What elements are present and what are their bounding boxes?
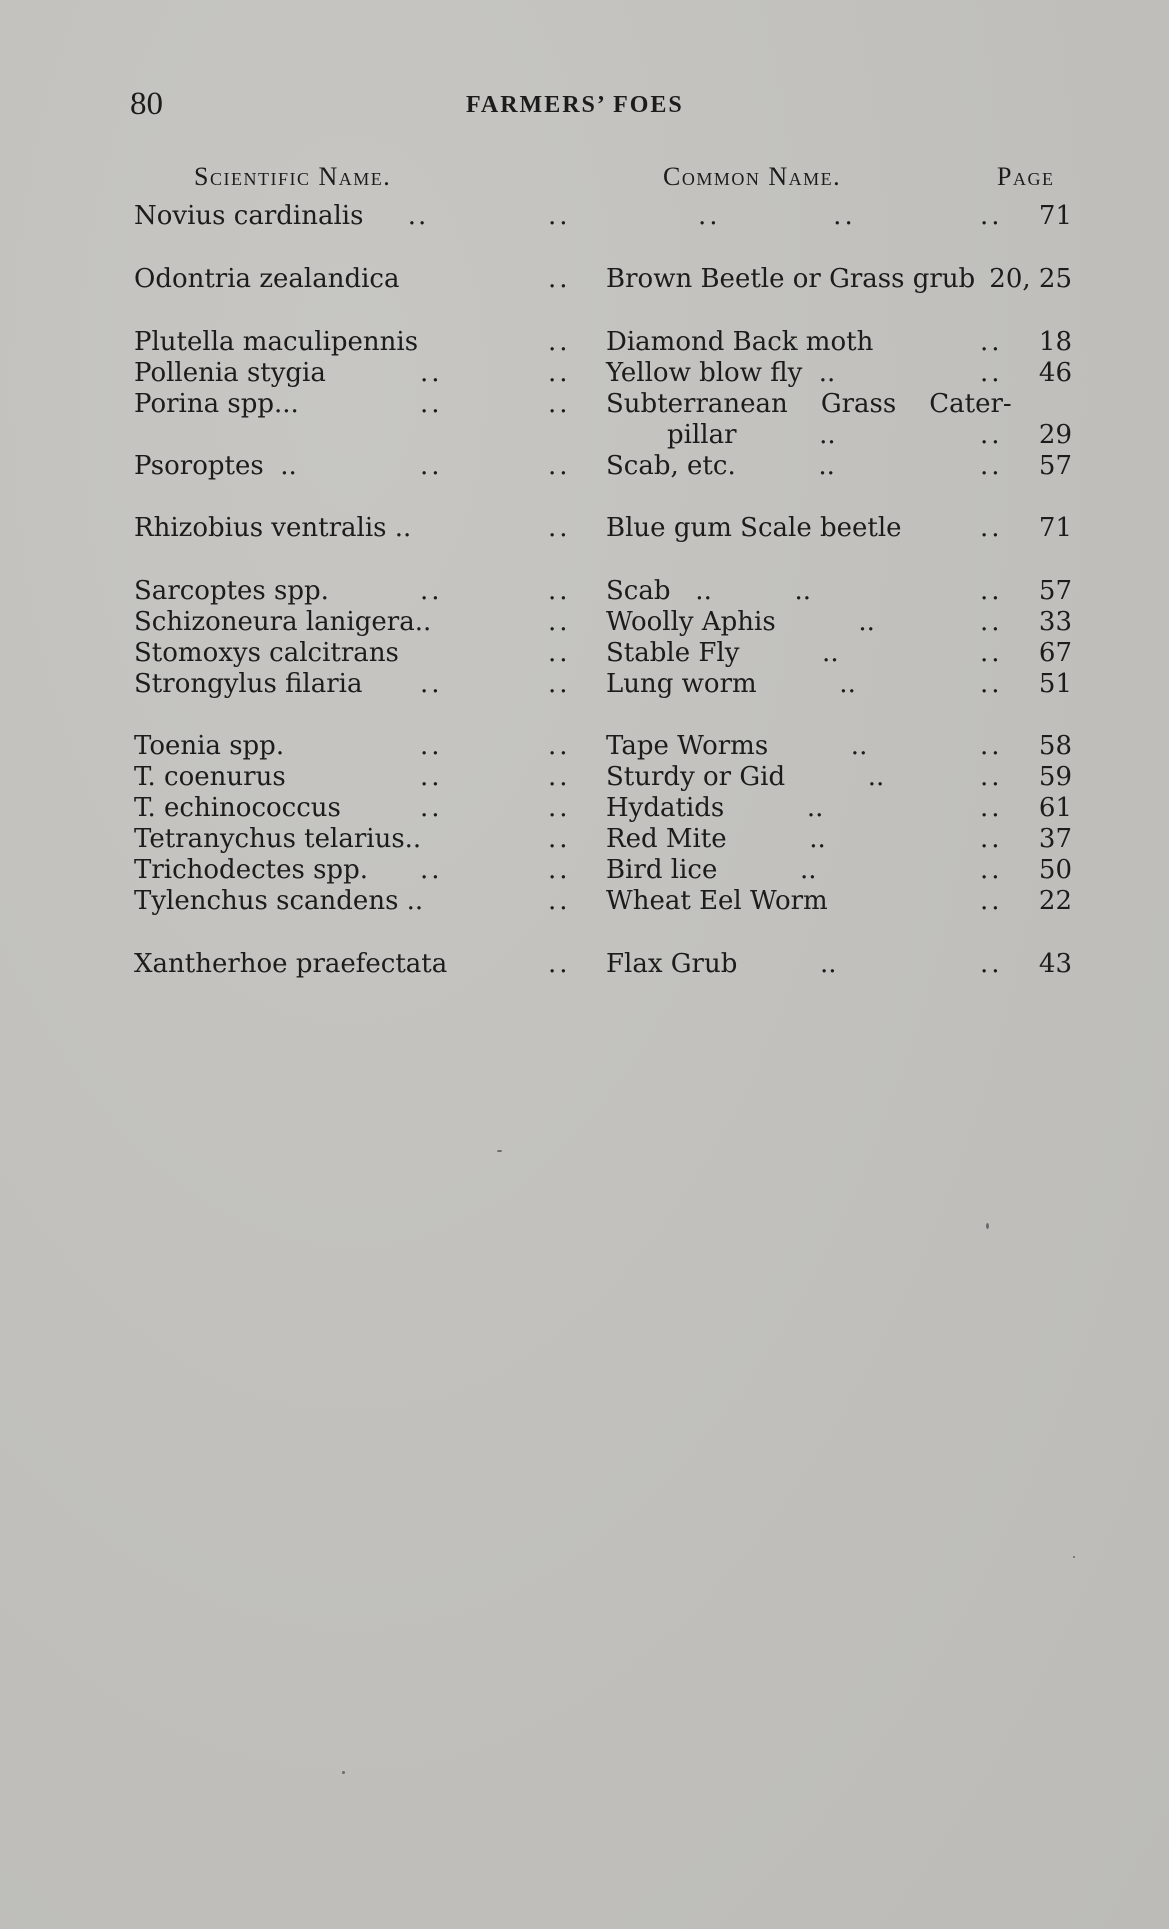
common-name: Subterranean Grass Cater- xyxy=(606,389,1012,419)
page-ref: 58 xyxy=(1038,731,1072,761)
paper-speck xyxy=(1073,1556,1075,1558)
leader-dots: .. xyxy=(980,762,1003,792)
leader-dots: .. xyxy=(980,420,1003,450)
scientific-name: T. coenurus .. xyxy=(134,762,443,792)
leader-dots: .. xyxy=(980,824,1003,854)
scientific-name: Xantherhoe praefectata xyxy=(134,949,448,979)
page-ref: 59 xyxy=(1038,762,1072,792)
page-ref: 57 xyxy=(1038,451,1072,481)
leader-dots: .. xyxy=(548,886,571,916)
scientific-name: Pollenia stygia .. xyxy=(134,358,443,388)
common-name: .. .. xyxy=(698,201,856,231)
page-ref: 71 xyxy=(1038,513,1072,543)
page-ref: 61 xyxy=(1038,793,1072,823)
common-name: Tape Worms .. xyxy=(606,731,868,761)
leader-dots: .. xyxy=(548,389,571,419)
scientific-name: Schizoneura lanigera.. xyxy=(134,607,432,637)
leader-dots: .. xyxy=(980,638,1003,668)
leader-dots: .. xyxy=(548,762,571,792)
scientific-name: Tetranychus telarius.. xyxy=(134,824,422,854)
leader-dots: .. xyxy=(980,451,1003,481)
scientific-name: Porina spp... .. xyxy=(134,389,443,419)
leader-dots: .. xyxy=(548,731,571,761)
table-row xyxy=(0,730,1169,762)
leader-dots: .. xyxy=(548,327,571,357)
scientific-name: T. echinococcus .. xyxy=(134,793,443,823)
leader-dots: .. xyxy=(980,886,1003,916)
page-ref: 46 xyxy=(1038,358,1072,388)
page-number: 80 xyxy=(130,86,163,122)
table-row xyxy=(0,512,1169,544)
page-ref: 33 xyxy=(1038,607,1072,637)
leader-dots: .. xyxy=(980,669,1003,699)
common-name: Wheat Eel Worm xyxy=(606,886,828,916)
leader-dots: .. xyxy=(548,855,571,885)
scientific-name: Psoroptes .. .. xyxy=(134,451,443,481)
page-ref: 29 xyxy=(1038,420,1072,450)
common-name: Flax Grub .. xyxy=(606,949,837,979)
scientific-name: Odontria zealandica xyxy=(134,264,400,294)
table-row xyxy=(0,263,1169,295)
leader-dots: .. xyxy=(548,358,571,388)
table-row xyxy=(0,357,1169,389)
table-row xyxy=(0,326,1169,358)
leader-dots: .. xyxy=(548,264,571,294)
page-ref: 22 xyxy=(1038,886,1072,916)
table-row xyxy=(0,761,1169,793)
leader-dots: .. xyxy=(980,358,1003,388)
table-row xyxy=(0,948,1169,980)
leader-dots: .. xyxy=(548,949,571,979)
page-ref: 67 xyxy=(1038,638,1072,668)
table-row xyxy=(0,200,1169,232)
page-ref: 50 xyxy=(1038,855,1072,885)
common-name: Bird lice .. xyxy=(606,855,817,885)
table-row xyxy=(0,637,1169,669)
running-head xyxy=(130,86,1080,126)
leader-dots: .. xyxy=(548,576,571,606)
table-row xyxy=(0,388,1169,420)
table-row xyxy=(0,450,1169,482)
table-row xyxy=(0,575,1169,607)
table-row xyxy=(0,823,1169,855)
paper-speck xyxy=(342,1771,345,1774)
table-row xyxy=(0,792,1169,824)
leader-dots: .. xyxy=(548,793,571,823)
common-name: Lung worm .. xyxy=(606,669,856,699)
leader-dots: .. xyxy=(548,201,571,231)
leader-dots: .. xyxy=(548,824,571,854)
common-name: Hydatids .. xyxy=(606,793,824,823)
common-name: Blue gum Scale beetle xyxy=(606,513,902,543)
column-header-common-name: Common Name. xyxy=(663,162,842,191)
book-title: FARMERS’ FOES xyxy=(466,92,684,118)
leader-dots: .. xyxy=(980,327,1003,357)
scientific-name: Rhizobius ventralis .. xyxy=(134,513,412,543)
page-ref: 57 xyxy=(1038,576,1072,606)
leader-dots: .. xyxy=(548,607,571,637)
common-name: Yellow blow fly .. xyxy=(606,358,836,388)
leader-dots: .. xyxy=(548,638,571,668)
common-name: Diamond Back moth xyxy=(606,327,874,357)
common-name-continuation: pillar .. xyxy=(667,420,836,450)
page-ref: 18 xyxy=(1038,327,1072,357)
page-ref: 20, 25 xyxy=(989,264,1072,294)
common-name: Sturdy or Gid .. xyxy=(606,762,885,792)
scientific-name: Novius cardinalis .. xyxy=(134,201,429,231)
page-ref: 43 xyxy=(1038,949,1072,979)
scientific-name: Trichodectes spp. .. xyxy=(134,855,443,885)
leader-dots: .. xyxy=(980,949,1003,979)
table-row xyxy=(0,668,1169,700)
leader-dots: .. xyxy=(980,855,1003,885)
column-header-scientific-name: Scientific Name. xyxy=(194,162,392,191)
leader-dots: .. xyxy=(980,201,1003,231)
scientific-name: Stomoxys calcitrans xyxy=(134,638,399,668)
page-ref: 71 xyxy=(1038,201,1072,231)
scientific-name: Plutella maculipennis xyxy=(134,327,419,357)
page-ref: 51 xyxy=(1038,669,1072,699)
paper-speck xyxy=(497,1150,502,1152)
leader-dots: .. xyxy=(548,669,571,699)
leader-dots: .. xyxy=(980,513,1003,543)
scientific-name: Toenia spp. .. xyxy=(134,731,443,761)
table-row xyxy=(0,606,1169,638)
common-name: Stable Fly .. xyxy=(606,638,839,668)
common-name: Woolly Aphis .. xyxy=(606,607,875,637)
paper-speck xyxy=(986,1223,989,1229)
leader-dots: .. xyxy=(980,607,1003,637)
scientific-name: Sarcoptes spp. .. xyxy=(134,576,443,606)
scientific-name: Strongylus filaria .. xyxy=(134,669,443,699)
column-header-page: Page xyxy=(997,162,1055,191)
table-row xyxy=(0,419,1169,451)
leader-dots: .. xyxy=(980,576,1003,606)
common-name: Brown Beetle or Grass grub xyxy=(606,264,976,294)
scientific-name: Tylenchus scandens .. xyxy=(134,886,424,916)
leader-dots: .. xyxy=(548,451,571,481)
leader-dots: .. xyxy=(980,793,1003,823)
leader-dots: .. xyxy=(548,513,571,543)
leader-dots: .. xyxy=(980,731,1003,761)
table-row xyxy=(0,885,1169,917)
table-row xyxy=(0,854,1169,886)
page-ref: 37 xyxy=(1038,824,1072,854)
common-name: Scab .. .. xyxy=(606,576,812,606)
common-name: Scab, etc. .. xyxy=(606,451,835,481)
common-name: Red Mite .. xyxy=(606,824,826,854)
